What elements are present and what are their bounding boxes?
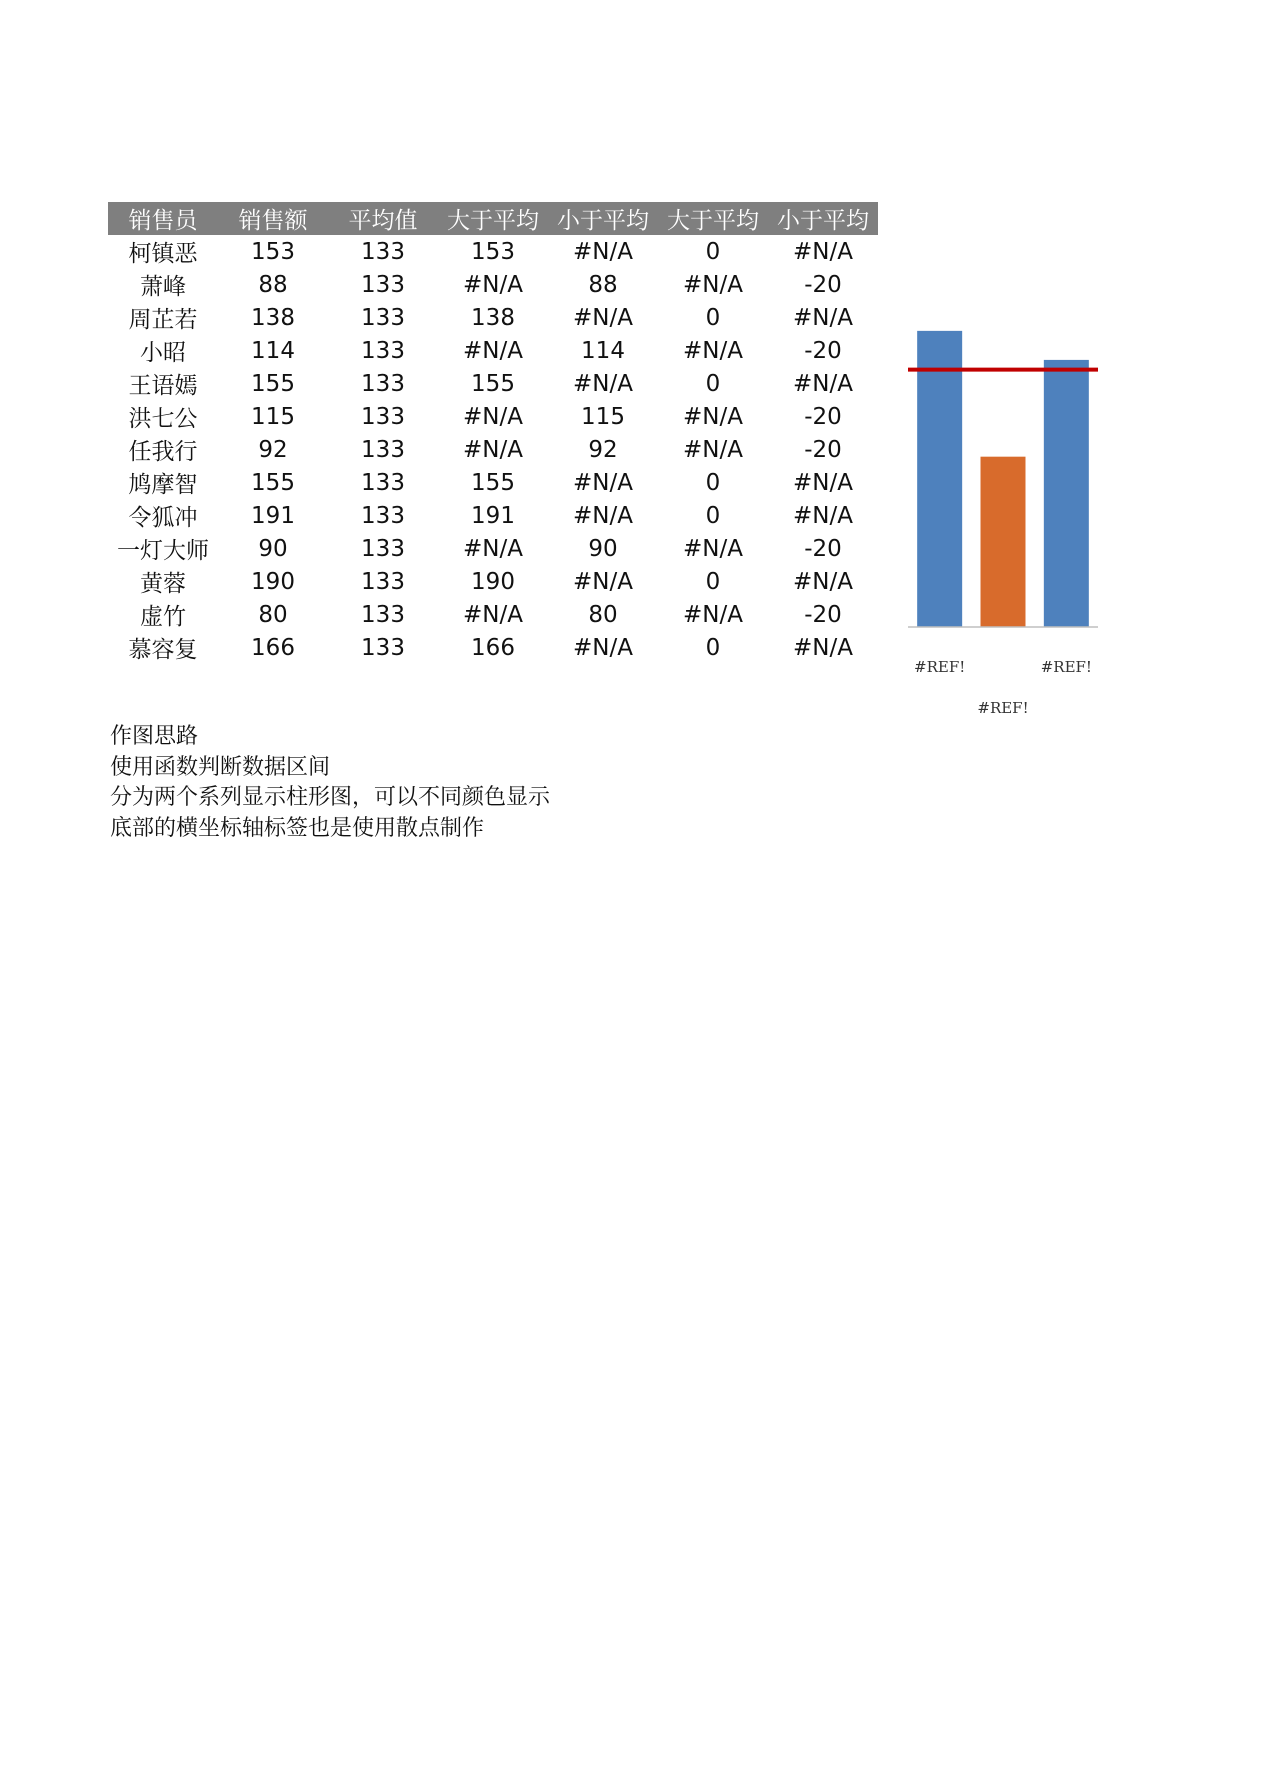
cell-salesperson[interactable]: 虚竹 bbox=[140, 604, 186, 630]
table-cell[interactable]: #N/A bbox=[793, 238, 853, 265]
table-cell[interactable]: 0 bbox=[705, 502, 721, 529]
table-cell[interactable]: #N/A bbox=[573, 238, 633, 265]
table-cell[interactable]: 153 bbox=[251, 238, 295, 265]
notes-block bbox=[110, 722, 550, 844]
table-cell[interactable]: #N/A bbox=[793, 304, 853, 331]
notes-title: 作图思路 bbox=[110, 724, 199, 749]
sales-chart[interactable] bbox=[908, 315, 1098, 730]
cell-salesperson[interactable]: 鸠摩智 bbox=[128, 472, 198, 498]
notes-line: 底部的横坐标轴标签也是使用散点制作 bbox=[110, 815, 485, 841]
table-cell[interactable]: 133 bbox=[361, 436, 405, 463]
table-cell[interactable]: 0 bbox=[705, 238, 721, 265]
table-cell[interactable]: #N/A bbox=[463, 436, 523, 463]
table-row bbox=[108, 301, 878, 334]
table-cell[interactable]: #N/A bbox=[793, 502, 853, 529]
table-cell[interactable]: 0 bbox=[705, 568, 721, 595]
table-cell[interactable]: #N/A bbox=[463, 337, 523, 364]
table-cell[interactable]: 166 bbox=[471, 634, 515, 661]
table-row bbox=[108, 565, 878, 598]
table-cell[interactable]: 133 bbox=[361, 238, 405, 265]
table-cell[interactable]: #N/A bbox=[573, 469, 633, 496]
cell-salesperson[interactable]: 柯镇恶 bbox=[128, 241, 198, 267]
table-cell[interactable]: -20 bbox=[804, 436, 842, 463]
bar-series-1-item-3[interactable] bbox=[1044, 360, 1089, 627]
table-cell[interactable]: #N/A bbox=[793, 370, 853, 397]
x-tick-label: #REF! bbox=[1040, 658, 1092, 676]
table-cell[interactable]: #N/A bbox=[463, 403, 523, 430]
x-tick-label: #REF! bbox=[914, 658, 966, 676]
table-cell[interactable]: 191 bbox=[251, 502, 295, 529]
header-above-average-2[interactable]: 大于平均 bbox=[658, 202, 768, 235]
table-cell[interactable]: 0 bbox=[705, 469, 721, 496]
table-cell[interactable]: 133 bbox=[361, 304, 405, 331]
table-cell[interactable]: 138 bbox=[251, 304, 295, 331]
table-cell[interactable]: 115 bbox=[251, 403, 295, 430]
table-cell[interactable]: 92 bbox=[588, 436, 618, 463]
notes-line: 使用函数判断数据区间 bbox=[110, 754, 331, 780]
table-cell[interactable]: 92 bbox=[258, 436, 288, 463]
header-salesperson[interactable]: 销售员 bbox=[108, 202, 218, 235]
table-cell[interactable]: -20 bbox=[804, 271, 842, 298]
table-cell[interactable]: 190 bbox=[471, 568, 515, 595]
header-below-average-1[interactable]: 小于平均 bbox=[548, 202, 658, 235]
table-cell[interactable]: 133 bbox=[361, 502, 405, 529]
table-cell[interactable]: #N/A bbox=[683, 436, 743, 463]
table-row bbox=[108, 433, 878, 466]
table-cell[interactable]: #N/A bbox=[463, 535, 523, 562]
table-cell[interactable]: 133 bbox=[361, 337, 405, 364]
table-cell[interactable]: 90 bbox=[258, 535, 288, 562]
table-cell[interactable]: 133 bbox=[361, 271, 405, 298]
x-axis-label: #REF! bbox=[977, 699, 1029, 717]
cell-salesperson[interactable]: 王语嫣 bbox=[128, 373, 198, 399]
table-cell[interactable]: #N/A bbox=[573, 568, 633, 595]
table-cell[interactable]: #N/A bbox=[793, 568, 853, 595]
cell-salesperson[interactable]: 慕容复 bbox=[128, 637, 198, 663]
bar-series-2-item-2[interactable] bbox=[981, 457, 1026, 627]
table-cell[interactable]: 133 bbox=[361, 634, 405, 661]
table-cell[interactable]: #N/A bbox=[463, 271, 523, 298]
table-cell[interactable]: 138 bbox=[471, 304, 515, 331]
table-cell[interactable]: 90 bbox=[588, 535, 618, 562]
table-cell[interactable]: #N/A bbox=[683, 601, 743, 628]
cell-salesperson[interactable]: 洪七公 bbox=[128, 406, 198, 432]
table-cell[interactable]: #N/A bbox=[683, 403, 743, 430]
table-cell[interactable]: 88 bbox=[588, 271, 618, 298]
table-cell[interactable]: 190 bbox=[251, 568, 295, 595]
table-row bbox=[108, 400, 878, 433]
header-below-average-2[interactable]: 小于平均 bbox=[768, 202, 878, 235]
table-cell[interactable]: 155 bbox=[471, 370, 515, 397]
table-cell[interactable]: 88 bbox=[258, 271, 288, 298]
table-cell[interactable]: 114 bbox=[251, 337, 295, 364]
table-cell[interactable]: #N/A bbox=[793, 634, 853, 661]
bar-series-1-item-1[interactable] bbox=[917, 331, 962, 627]
table-body bbox=[108, 235, 878, 664]
header-above-average-1[interactable]: 大于平均 bbox=[438, 202, 548, 235]
cell-salesperson[interactable]: 周芷若 bbox=[128, 307, 198, 333]
table-cell[interactable]: -20 bbox=[804, 535, 842, 562]
table-cell[interactable]: -20 bbox=[804, 337, 842, 364]
table-row bbox=[108, 268, 878, 301]
table-row bbox=[108, 367, 878, 400]
table-cell[interactable]: 155 bbox=[471, 469, 515, 496]
table-cell[interactable]: 155 bbox=[251, 370, 295, 397]
header-average[interactable]: 平均值 bbox=[328, 202, 438, 235]
table-cell[interactable]: #N/A bbox=[463, 601, 523, 628]
bars-group bbox=[917, 331, 1089, 627]
table-cell[interactable]: 80 bbox=[588, 601, 618, 628]
table-row bbox=[108, 532, 878, 565]
cell-salesperson[interactable]: 小昭 bbox=[140, 340, 186, 366]
table-cell[interactable]: 114 bbox=[581, 337, 625, 364]
table-cell[interactable]: 133 bbox=[361, 370, 405, 397]
table-cell[interactable]: -20 bbox=[804, 601, 842, 628]
table-cell[interactable]: 115 bbox=[581, 403, 625, 430]
table-cell[interactable]: 80 bbox=[258, 601, 288, 628]
table-cell[interactable]: #N/A bbox=[793, 469, 853, 496]
table-cell[interactable]: #N/A bbox=[573, 634, 633, 661]
table-row bbox=[108, 334, 878, 367]
table-header-row bbox=[108, 202, 878, 235]
x-tick-labels bbox=[914, 658, 1092, 676]
table-cell[interactable]: 133 bbox=[361, 535, 405, 562]
table-cell[interactable]: 166 bbox=[251, 634, 295, 661]
table-row bbox=[108, 466, 878, 499]
table-cell[interactable]: #N/A bbox=[573, 304, 633, 331]
table-row bbox=[108, 235, 878, 268]
table-cell[interactable]: 133 bbox=[361, 568, 405, 595]
notes-line: 分为两个系列显示柱形图，可以不同颜色显示 bbox=[110, 785, 551, 810]
table-cell[interactable]: 133 bbox=[361, 403, 405, 430]
table-cell[interactable]: -20 bbox=[804, 403, 842, 430]
table-cell[interactable]: 0 bbox=[705, 304, 721, 331]
sales-table bbox=[108, 202, 878, 664]
cell-salesperson[interactable]: 一灯大师 bbox=[117, 538, 209, 564]
table-cell[interactable]: 153 bbox=[471, 238, 515, 265]
table-cell[interactable]: 0 bbox=[705, 634, 721, 661]
table-cell[interactable]: #N/A bbox=[683, 535, 743, 562]
table-cell[interactable]: 133 bbox=[361, 469, 405, 496]
cell-salesperson[interactable]: 萧峰 bbox=[140, 274, 186, 300]
cell-salesperson[interactable]: 黄蓉 bbox=[140, 571, 186, 597]
table-cell[interactable]: #N/A bbox=[573, 370, 633, 397]
table-row bbox=[108, 631, 878, 664]
table-cell[interactable]: 191 bbox=[471, 502, 515, 529]
table-cell[interactable]: #N/A bbox=[683, 337, 743, 364]
header-sales[interactable]: 销售额 bbox=[218, 202, 328, 235]
table-row bbox=[108, 499, 878, 532]
cell-salesperson[interactable]: 任我行 bbox=[128, 439, 198, 465]
table-cell[interactable]: 133 bbox=[361, 601, 405, 628]
table-row bbox=[108, 598, 878, 631]
table-cell[interactable]: #N/A bbox=[573, 502, 633, 529]
table-cell[interactable]: 155 bbox=[251, 469, 295, 496]
table-cell[interactable]: #N/A bbox=[683, 271, 743, 298]
cell-salesperson[interactable]: 令狐冲 bbox=[128, 505, 198, 531]
table-cell[interactable]: 0 bbox=[705, 370, 721, 397]
